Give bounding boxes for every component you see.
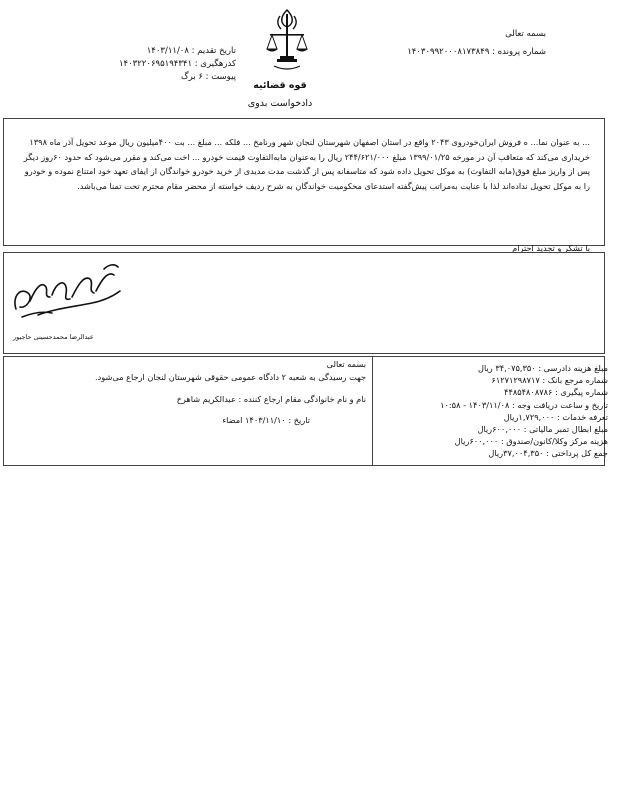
header-left-block: [66, 45, 236, 84]
fee-row: مبلغ هزینه دادرسی : ۳۴,۰۷۵,۳۵۰ ریال: [478, 363, 608, 373]
divider: [372, 356, 373, 466]
attachments-count: پیوست : ۶ برگ: [180, 72, 236, 82]
organization-name: قوه قضائیه: [253, 80, 307, 91]
handwritten-signature: [8, 257, 126, 327]
referral-date: تاریخ : ۱۴۰۳/۱۱/۱۰ امضاء: [222, 415, 310, 425]
case-number: شماره پرونده : ۱۴۰۳۰۹۹۲۰۰۰۸۱۷۳۸۴۹: [407, 47, 546, 57]
referral-invocation: بسمه تعالی: [326, 359, 366, 369]
header-right-block: [386, 28, 546, 59]
signature-box: [3, 252, 605, 354]
fee-row: تعرفه خدمات : ۱,۷۲۹,۰۰۰ریال: [503, 411, 608, 422]
document-type: دادخواست بدوی: [247, 98, 313, 109]
petition-box: [3, 118, 605, 253]
tracking-code: کدرهگیری : ۱۴۰۳۲۲۰۶۹۵۱۹۴۳۴۱: [118, 59, 236, 69]
fee-row: شماره مرجع بانک : ۶۱۲۷۱۲۹۸۷۱۷: [491, 375, 608, 386]
fee-row: تاریخ و ساعت دریافت وجه : ۱۴۰۳/۱۱/۰۸ - ۱۰:۵۸: [440, 399, 608, 410]
petition-body: ... به عنوان نما... ه فروش ایران‌خودروی ۲۰۴۳ واقع در استان اصفهان شهرستان لنجان شهر ورنامخ ... فلکه ... مبلغ ... بت ۴۰۰میلیون ریال موعد تحویل آذر ماه ۱۳۹۸ خریداری می‌کند که متعاقب آن در مورخه ۱۳۹۹/۰۱/۲۵ مبلغ ۲۴۴/۶۲۱/۰۰۰ ریال را به‌عنوان مابه‌التفاوت قیمت خودرو ... اخت می‌کند و مقرر می‌شود که حدود ۶۰روز دیگر پس از واریز مبلغ فوق(مابه التفاوت) به موکل تحویل داده شود که متاسفانه پس از گذشت مدت مدیدی از خرید خودرو خواندگان از ایفای تعهد خود امتناع نموده و خودرو را به موکل تحویل نداده‌اند لذا با عنایت به‌مراتب پیش‌گفته استدعای محکومیت خواندگان به شرح ردیف خواسته از محضر مقام محترم تحت تمنا می‌باشد.: [23, 137, 590, 191]
submission-date: تاریخ تقدیم : ۱۴۰۳/۱۱/۰۸: [146, 46, 236, 56]
fee-row: مبلغ ابطال تمبر مالیاتی : ۶۰۰,۰۰۰ریال: [477, 424, 608, 435]
fee-row: هزینه مرکز وکلا/کانون/صندوق : ۶۰۰,۰۰۰ریال: [454, 436, 608, 447]
fee-row: شماره پیگیری : ۴۴۸۵۴۸۰۸۷۸۶: [504, 387, 608, 398]
fees-list: [380, 362, 608, 460]
signer-name: عبدالرضا محمدحسینی حاجیور: [13, 333, 94, 341]
fee-row: جمع کل پرداختی : ۳۷,۰۰۴,۳۵۰ریال: [488, 448, 608, 459]
judiciary-emblem-icon: [262, 8, 312, 76]
invocation: بسمه تعالی: [505, 29, 546, 39]
referral-block: [6, 358, 366, 427]
referrer-name: نام و نام خانوادگی مقام ارجاع کننده : عبدالکریم شاهرخ: [176, 394, 366, 404]
petition-closing: با تشکر و تجدید احترام: [512, 243, 590, 253]
referral-instruction: جهت رسیدگی به شعبه ۲ دادگاه عمومی حقوقی شهرستان لنجان ارجاع می‌شود.: [94, 372, 366, 382]
